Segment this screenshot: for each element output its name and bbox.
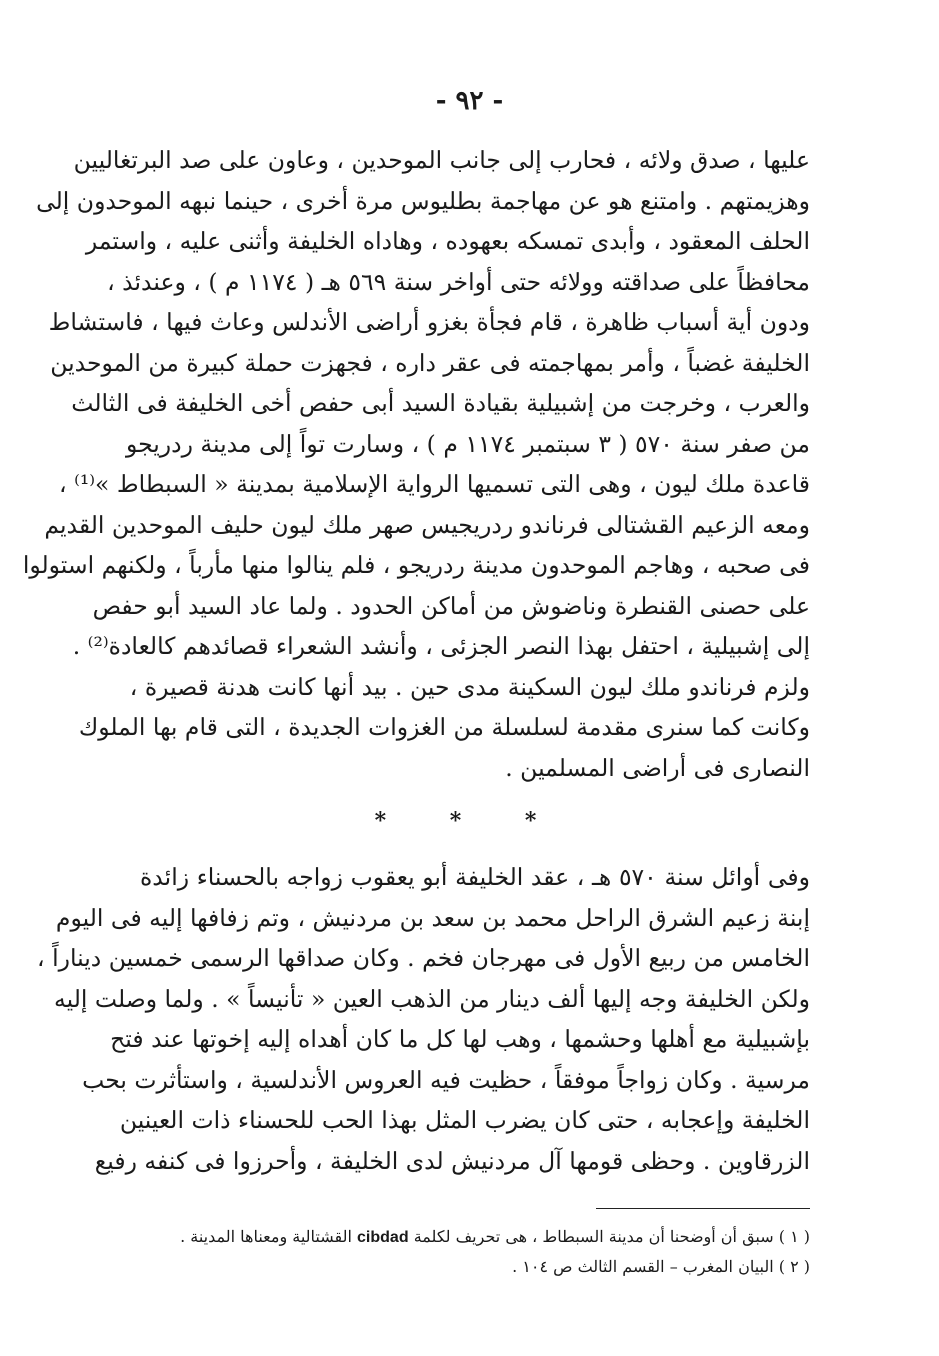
text-line: مرسية . وكان زواجاً موفقاً ، حظيت فيه العروس الأندلسية ، واستأثرت بحب: [82, 1065, 810, 1094]
footnote-1-latin-word: cibdad: [357, 1229, 409, 1246]
text-line: عليها ، صدق ولائه ، فحارب إلى جانب الموحدين ، وعاون على صد البرتغاليين: [73, 146, 810, 174]
footnote-divider: [596, 1208, 810, 1209]
text-line: بإشبيلية مع أهلها وحشمها ، وهب لها كل ما كان أهداه إليه إخوتها عند فتح: [110, 1025, 810, 1053]
footnotes: [140, 1222, 810, 1281]
text-line: وفى أوائل سنة ٥٧٠ هـ ، عقد الخليفة أبو يعقوب زواجه بالحسناء زائدة: [140, 863, 810, 891]
text-line: الخامس من ربيع الأول فى مهرجان فخم . وكان صداقها الرسمى خمسين ديناراً ،: [37, 944, 810, 972]
text-line: والعرب ، وخرجت من إشبيلية بقيادة السيد أبى حفص أخى الخليفة فى الثالث: [71, 389, 810, 417]
text-line: الخليفة وإعجابه ، حتى كان يضرب المثل بهذا الحب للحسناء ذات العينين: [119, 1106, 810, 1134]
text-line: من صفر سنة ٥٧٠ ( ٣ سبتمبر ١١٧٤ م ) ، وسارت تواً إلى مدينة ردريجو: [125, 429, 810, 458]
text-line: إلى إشبيلية ، احتفل بهذا النصر الجزئى ، وأنشد الشعراء قصائدهم كالعادة⁽²⁾ .: [72, 632, 810, 660]
text-line: النصارى فى أراضى المسلمين .: [505, 753, 810, 782]
text-line: فى صحبه ، وهاجم الموحدون مدينة ردريجو ، فلم ينالوا منها مأرباً ، ولكنهم استولوا: [22, 551, 810, 579]
text-line: محافظاً على صداقته وولائه حتى أواخر سنة ٥٦٩ هـ ( ١١٧٤ م ) ، وعندئذ ،: [107, 267, 810, 296]
text-line: ومعه الزعيم القشتالى فرناندو ردريجيس صهر ملك ليون حليف الموحدين القديم: [44, 510, 810, 539]
footnote-1-suffix: القشتالية ومعناها المدينة .: [180, 1227, 352, 1246]
paragraph-1: [22, 140, 810, 788]
section-separator: * * *: [374, 808, 565, 834]
text-line: الخليفة غضباً ، وأمر بمهاجمته فى عقر داره ، فجهزت حملة كبيرة من الموحدين: [50, 348, 810, 377]
text-line: وهزيمتهم . وامتنع هو عن مهاجمة بطليوس مرة أخرى ، حينما نبهه الموحدون إلى: [36, 186, 810, 215]
text-line: إبنة زعيم الشرق الراحل محمد بن سعد بن مردنيش ، وتم زفافها إليه فى اليوم: [55, 903, 810, 932]
text-line: قاعدة ملك ليون ، وهى التى تسميها الرواية الإسلامية بمدينة « السبطاط »⁽¹⁾ ،: [59, 470, 810, 498]
footnote-2: ( ٢ ) البيان المغرب – القسم الثالث ص ١٠٤ .: [512, 1257, 810, 1276]
text-line: وكانت كما سنرى مقدمة لسلسلة من الغزوات الجديدة ، التى قام بها الملوك: [78, 713, 810, 741]
text-line: الحلف المعقود ، وأبدى تمسكه بعهوده ، وهاداه الخليفة وأثنى عليه ، واستمر: [85, 227, 810, 255]
footnote-1: [140, 1222, 810, 1252]
text-line: على حصنى القنطرة وناضوش من أماكن الحدود . ولما عاد السيد أبو حفص: [92, 591, 810, 620]
footnote-1-prefix: ( ١ ) سبق أن أوضحنا أن مدينة السبطاط ، هى تحريف لكلمة: [413, 1227, 810, 1246]
text-line: ولزم فرناندو ملك ليون السكينة مدى حين . بيد أنها كانت هدنة قصيرة ،: [129, 672, 810, 701]
text-line: ودون أية أسباب ظاهرة ، قام فجأة بغزو أراضى الأندلس وعاث فيها ، فاستشاط: [48, 308, 810, 336]
text-line: الزرقاوين . وحظى قومها آل مردنيش لدى الخليفة ، وأحرزوا فى كنفه رفيع: [94, 1146, 810, 1175]
page-number: - ٩٢ -: [435, 86, 504, 116]
text-line: ولكن الخليفة وجه إليها ألف دينار من الذهب العين « تأنيساً » . ولما وصلت إليه: [54, 984, 810, 1013]
paragraph-2: [37, 857, 810, 1181]
